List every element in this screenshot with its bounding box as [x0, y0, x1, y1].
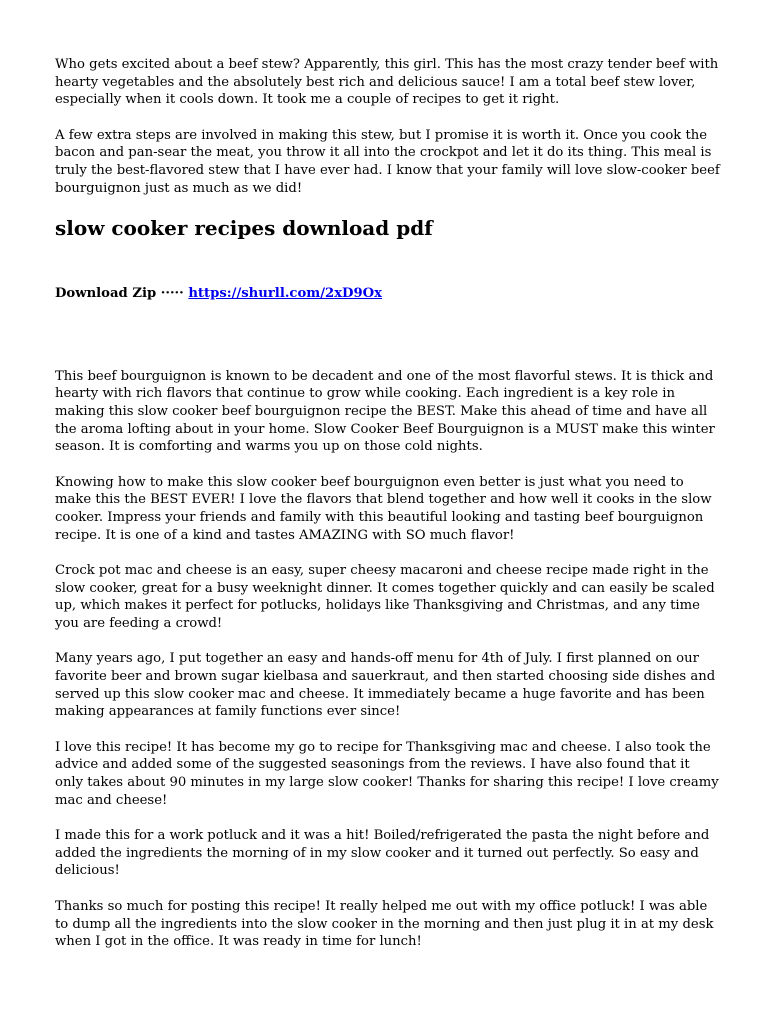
download-label: Download Zip ····· — [55, 286, 184, 302]
body-paragraph: Thanks so much for posting this recipe! It really helped me out with my office potluck! I was able to dump all the ingredients into the slow cooker in the morning and then just plug it in at my desk when I got in the office. It was ready in time for lunch! — [55, 899, 714, 950]
body-paragraph: Crock pot mac and cheese is an easy, super cheesy macaroni and cheese recipe made right in the slow cooker, great for a busy weeknight dinner. It comes together quickly and can easily be scaled up, which makes it perfect for potlucks, holidays like Thanksgiving and Christmas, and any time you are feeding a crowd! — [55, 563, 715, 631]
document-page — [55, 56, 720, 969]
body-paragraph: Many years ago, I put together an easy and hands-off menu for 4th of July. I first planned on our favorite beer and brown sugar kielbasa and sauerkraut, and then started choosing side dishes and served up this slow cooker mac and cheese. It immediately became a huge favorite and has been making appearances at family functions ever since! — [55, 651, 716, 720]
body-paragraph: I made this for a work potluck and it was a hit! Boiled/refrigerated the pasta the night before and added the ingredients the morning of in my slow cooker and it turned out perfectly. So easy and delicious! — [55, 828, 710, 879]
body-paragraph: This beef bourguignon is known to be decadent and one of the most flavorful stews. It is thick and hearty with rich flavors that continue to grow while cooking. Each ingredient is a key role in making this slow cooker beef bourguignon recipe the BEST. Make this ahead of time and have all the aroma lofting about in your home. Slow Cooker Beef Bourguignon is a MUST make this winter season. It is comforting and warms you up on those cold nights. — [55, 368, 715, 455]
intro-paragraph: Who gets excited about a beef stew? Apparently, this girl. This has the most crazy tender beef with hearty vegetables and the absolutely best rich and delicious sauce! I am a total beef stew lover, especially when it cools down. It took me a couple of recipes to get it right. — [55, 57, 719, 108]
intro-paragraph: A few extra steps are involved in making this stew, but I promise it is worth it. Once you cook the bacon and pan-sear the meat, you throw it all into the crockpot and let it do its thing. This meal is truly the best-flavored stew that I have ever had. I know that your family will love slow-cooker beef bourguignon just as much as we did! — [55, 127, 720, 196]
download-line — [55, 285, 720, 303]
body-paragraph: Knowing how to make this slow cooker beef bourguignon even better is just what you need to make this the BEST EVER! I love the flavors that blend together and how well it cooks in the slow cooker. Impress your friends and family with this beautiful looking and tasting beef bourguignon recipe. It is one of a kind and tastes AMAZING with SO much flavor! — [55, 474, 712, 543]
spacer — [55, 303, 720, 368]
body-paragraph: I love this recipe! It has become my go to recipe for Thanksgiving mac and cheese. I also took the advice and added some of the suggested seasonings from the reviews. I have also found that it only takes about 90 minutes in my large slow cooker! Thanks for sharing this recipe! I love creamy mac and cheese! — [55, 739, 719, 808]
download-link[interactable]: https://shurll.com/2xD9Ox — [188, 286, 383, 302]
page-heading: slow cooker recipes download pdf — [55, 216, 433, 241]
